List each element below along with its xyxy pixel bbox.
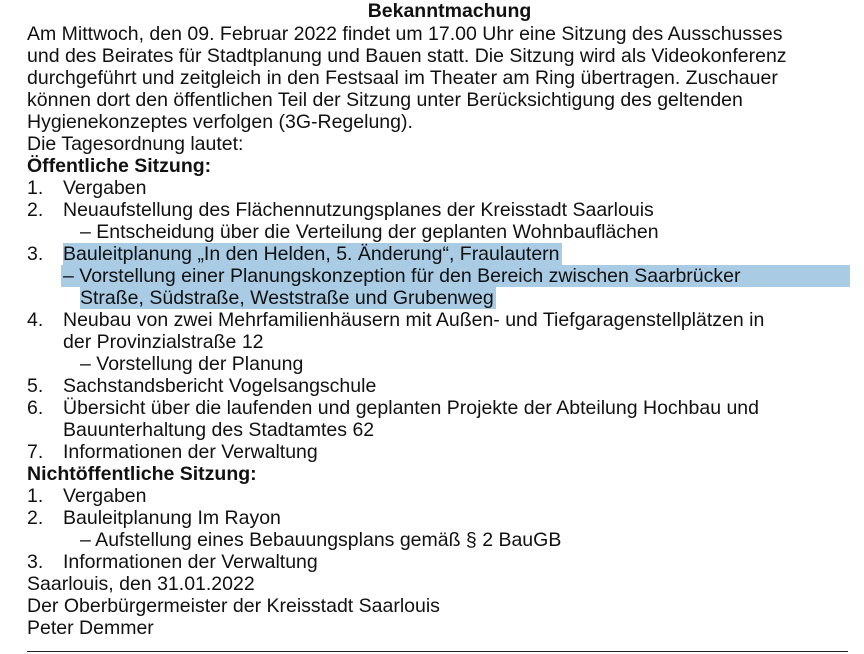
agenda-item bbox=[27, 507, 848, 551]
agenda-item bbox=[27, 375, 848, 397]
item-text[interactable]: Bauleitplanung „In den Helden, 5. Änderung“, Fraulautern bbox=[63, 243, 560, 265]
intro-line: durchgeführt und zeitgleich in den Festsaal im Theater am Ring übertragen. Zuschauer bbox=[27, 67, 778, 89]
agenda-item bbox=[27, 485, 848, 507]
agenda-item bbox=[27, 199, 848, 243]
signatory-name: Peter Demmer bbox=[27, 617, 154, 639]
item-text-continued: Bauunterhaltung des Stadtamtes 62 bbox=[63, 419, 375, 441]
item-text: Informationen der Verwaltung bbox=[63, 551, 318, 573]
public-section-heading: Öffentliche Sitzung: bbox=[27, 155, 212, 177]
item-text: Informationen der Verwaltung bbox=[63, 441, 318, 463]
private-section-heading: Nichtöffentliche Sitzung: bbox=[27, 463, 257, 485]
agenda-item-highlighted bbox=[27, 243, 848, 309]
item-text: Neubau von zwei Mehrfamilienhäusern mit Außen- und Tiefgaragenstellplätzen in bbox=[63, 309, 765, 331]
agenda-item bbox=[27, 551, 848, 573]
item-number: 6. bbox=[27, 397, 44, 419]
item-number: 7. bbox=[27, 441, 44, 463]
item-subtext-continued[interactable]: Straße, Südstraße, Weststraße und Grubenweg bbox=[80, 287, 494, 309]
item-number: 3. bbox=[27, 243, 44, 265]
agenda-item bbox=[27, 177, 848, 199]
agenda-item bbox=[27, 309, 848, 375]
place-date: Saarlouis, den 31.01.2022 bbox=[27, 573, 255, 595]
item-subtext[interactable]: – Vorstellung einer Planungskonzeption für den Bereich zwischen Saarbrücker bbox=[61, 265, 850, 287]
item-number: 4. bbox=[27, 309, 44, 331]
intro-line: Hygienekonzeptes verfolgen (3G-Regelung). bbox=[27, 111, 413, 133]
item-text: Vergaben bbox=[63, 485, 147, 507]
item-number: 5. bbox=[27, 375, 44, 397]
item-number: 1. bbox=[27, 485, 44, 507]
public-agenda-list bbox=[27, 177, 848, 463]
item-subtext: – Entscheidung über die Verteilung der geplanten Wohnbauflächen bbox=[80, 221, 659, 243]
agenda-item bbox=[27, 441, 848, 463]
page-title: Bekanntmachung bbox=[367, 0, 532, 22]
bottom-divider bbox=[27, 651, 848, 652]
intro-line: Am Mittwoch, den 09. Februar 2022 findet um 17.00 Uhr eine Sitzung des Ausschusses bbox=[27, 23, 783, 45]
office-title: Der Oberbürgermeister der Kreisstadt Saarlouis bbox=[27, 595, 440, 617]
item-text: Übersicht über die laufenden und geplanten Projekte der Abteilung Hochbau und bbox=[63, 397, 760, 419]
intro-line: können dort den öffentlichen Teil der Sitzung unter Berücksichtigung des geltenden bbox=[27, 89, 743, 111]
item-number: 3. bbox=[27, 551, 44, 573]
item-text-continued: der Provinzialstraße 12 bbox=[63, 331, 264, 353]
item-text: Vergaben bbox=[63, 177, 147, 199]
intro-line: und des Beirates für Stadtplanung und Bauen statt. Die Sitzung wird als Videokonferenz bbox=[27, 45, 787, 67]
item-number: 2. bbox=[27, 507, 44, 529]
item-text: Bauleitplanung Im Rayon bbox=[63, 507, 281, 529]
footer bbox=[27, 573, 848, 639]
item-text: Neuaufstellung des Flächennutzungsplanes der Kreisstadt Saarlouis bbox=[63, 199, 654, 221]
intro-paragraph bbox=[27, 23, 848, 133]
item-subtext: – Vorstellung der Planung bbox=[80, 353, 304, 375]
agenda-intro: Die Tagesordnung lautet: bbox=[27, 133, 244, 155]
agenda-item bbox=[27, 397, 848, 441]
private-agenda-list bbox=[27, 485, 848, 573]
item-text: Sachstandsbericht Vogelsangschule bbox=[63, 375, 377, 397]
item-number: 2. bbox=[27, 199, 44, 221]
item-subtext: – Aufstellung eines Bebauungsplans gemäß § 2 BauGB bbox=[80, 529, 562, 551]
item-number: 1. bbox=[27, 177, 44, 199]
